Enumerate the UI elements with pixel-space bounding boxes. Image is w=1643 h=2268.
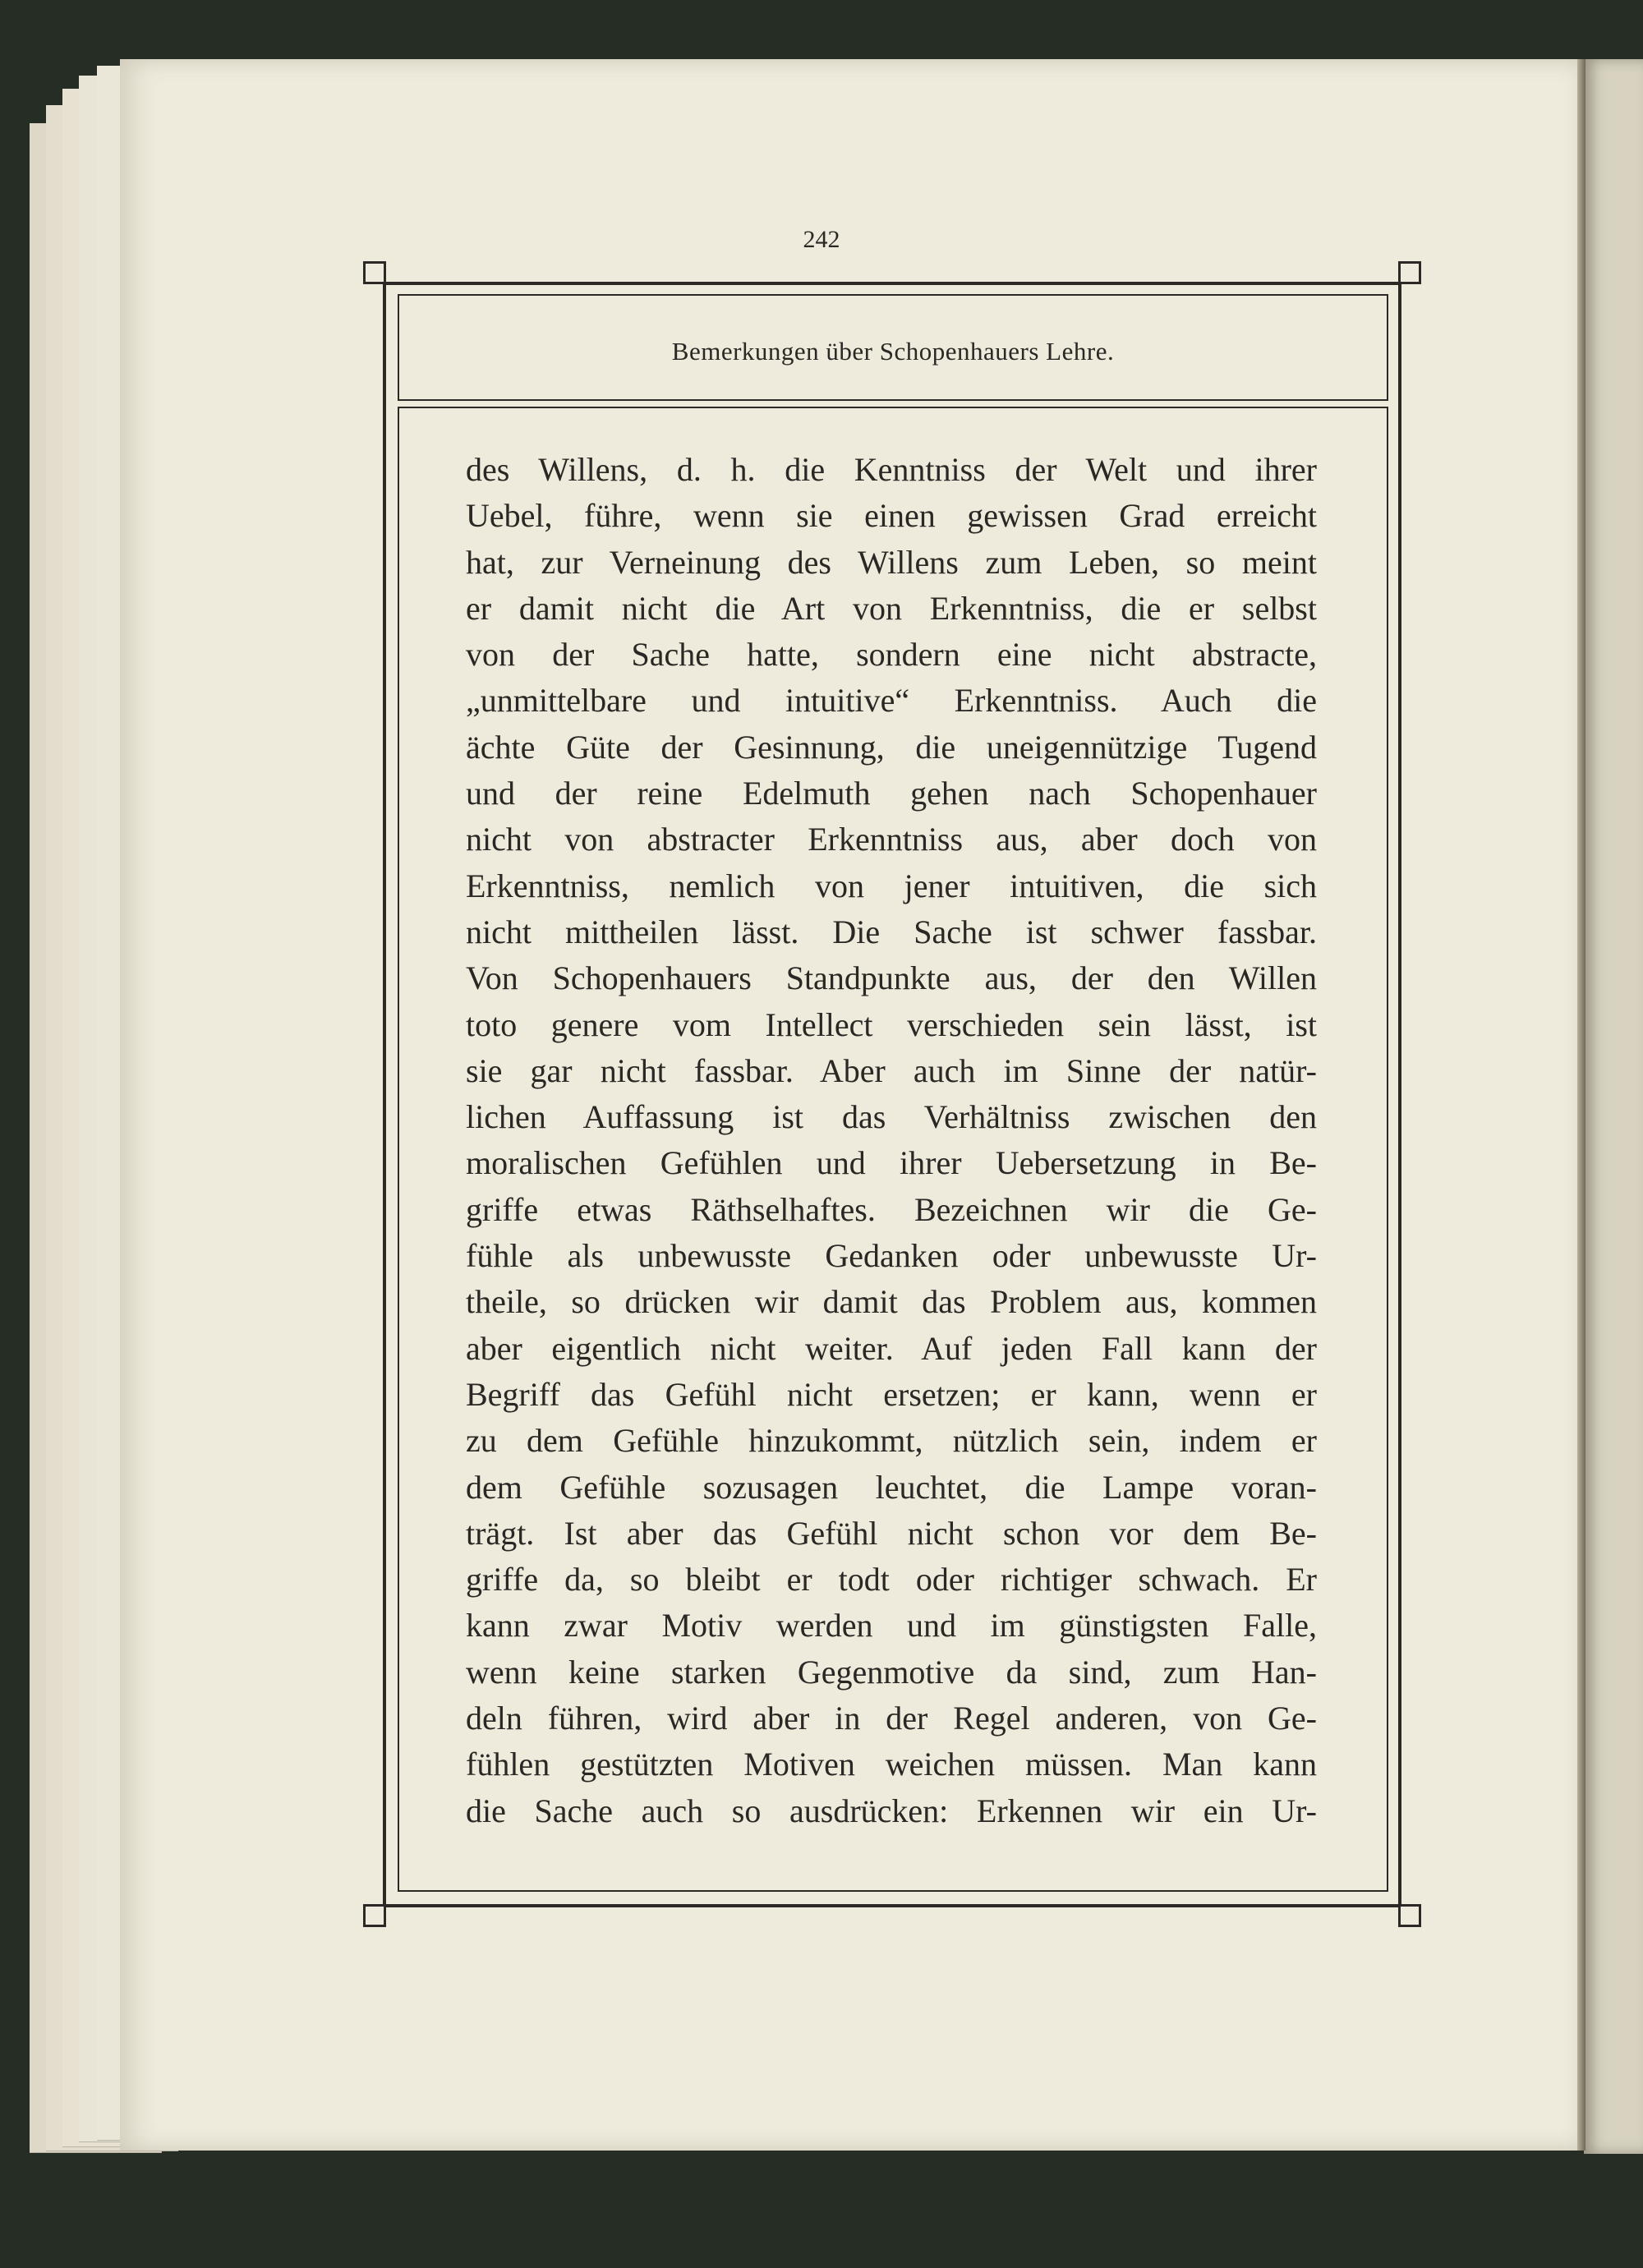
text-line: fühle als unbewusste Gedanken oder unbewusste Ur- bbox=[466, 1237, 1317, 1275]
text-line: ächte Güte der Gesinnung, die uneigennützige Tugend bbox=[466, 728, 1317, 766]
text-line: kann zwar Motiv werden und im günstigsten Falle, bbox=[466, 1607, 1317, 1645]
frame-left-rule bbox=[383, 282, 386, 1907]
frame-corner-ornament bbox=[1398, 1904, 1421, 1927]
text-line: griffe da, so bleibt er todt oder richtiger schwach. Er bbox=[466, 1561, 1317, 1599]
text-line: fühlen gestützten Motiven weichen müssen. Man kann bbox=[466, 1746, 1317, 1783]
text-line: nicht mittheilen lässt. Die Sache ist schwer fassbar. bbox=[466, 913, 1317, 950]
text-line: Erkenntniss, nemlich von jener intuitiven, die sich bbox=[466, 867, 1317, 904]
text-line: und der reine Edelmuth gehen nach Schopenhauer bbox=[466, 775, 1317, 812]
text-line: toto genere vom Intellect verschieden sein lässt, ist bbox=[466, 1005, 1317, 1043]
frame-corner-ornament bbox=[363, 1904, 386, 1927]
frame-corner-ornament bbox=[1398, 261, 1421, 284]
text-line: Uebel, führe, wenn sie einen gewissen Grad erreicht bbox=[466, 497, 1317, 535]
running-head-box bbox=[398, 294, 1388, 401]
text-line: aber eigentlich nicht weiter. Auf jeden Fall kann der bbox=[466, 1329, 1317, 1367]
text-line: Begriff das Gefühl nicht ersetzen; er kann, wenn er bbox=[466, 1375, 1317, 1413]
book-gutter bbox=[1577, 59, 1585, 2151]
text-line: „unmittelbare und intuitive“ Erkenntniss. Auch die bbox=[466, 682, 1317, 720]
text-line: theile, so drücken wir damit das Problem aus, kommen bbox=[466, 1283, 1317, 1321]
frame-right-rule bbox=[1398, 282, 1401, 1907]
page-number: 242 bbox=[803, 226, 840, 253]
frame-bottom-rule bbox=[383, 1904, 1401, 1907]
text-line: moralischen Gefühlen und ihrer Uebersetzung in Be- bbox=[466, 1144, 1317, 1182]
frame-corner-ornament bbox=[363, 261, 386, 284]
text-line: hat, zur Verneinung des Willens zum Leben, so meint bbox=[466, 543, 1317, 581]
text-line: sie gar nicht fassbar. Aber auch im Sinne der natür- bbox=[466, 1051, 1317, 1089]
text-line: zu dem Gefühle hinzukommt, nützlich sein, indem er bbox=[466, 1422, 1317, 1460]
facing-page-edge bbox=[1584, 59, 1643, 2154]
frame-top-rule bbox=[383, 282, 1401, 285]
text-line: dem Gefühle sozusagen leuchtet, die Lampe voran- bbox=[466, 1468, 1317, 1506]
text-line: des Willens, d. h. die Kenntniss der Welt und ihrer bbox=[466, 451, 1317, 488]
text-line: die Sache auch so ausdrücken: Erkennen wir ein Ur- bbox=[466, 1792, 1317, 1829]
running-head: Bemerkungen über Schopenhauers Lehre. bbox=[671, 337, 1115, 366]
text-line: griffe etwas Räthselhaftes. Bezeichnen wir die Ge- bbox=[466, 1190, 1317, 1228]
text-line: nicht von abstracter Erkenntniss aus, aber doch von bbox=[466, 821, 1317, 858]
text-line: trägt. Ist aber das Gefühl nicht schon vor dem Be- bbox=[466, 1514, 1317, 1552]
text-line: er damit nicht die Art von Erkenntniss, die er selbst bbox=[466, 589, 1317, 627]
text-line: wenn keine starken Gegenmotive da sind, zum Han- bbox=[466, 1653, 1317, 1691]
body-text bbox=[466, 447, 1317, 1834]
text-line: lichen Auffassung ist das Verhältniss zwischen den bbox=[466, 1098, 1317, 1136]
text-line: deln führen, wird aber in der Regel anderen, von Ge- bbox=[466, 1700, 1317, 1737]
text-line: Von Schopenhauers Standpunkte aus, der den Willen bbox=[466, 959, 1317, 997]
text-line: von der Sache hatte, sondern eine nicht abstracte, bbox=[466, 636, 1317, 674]
